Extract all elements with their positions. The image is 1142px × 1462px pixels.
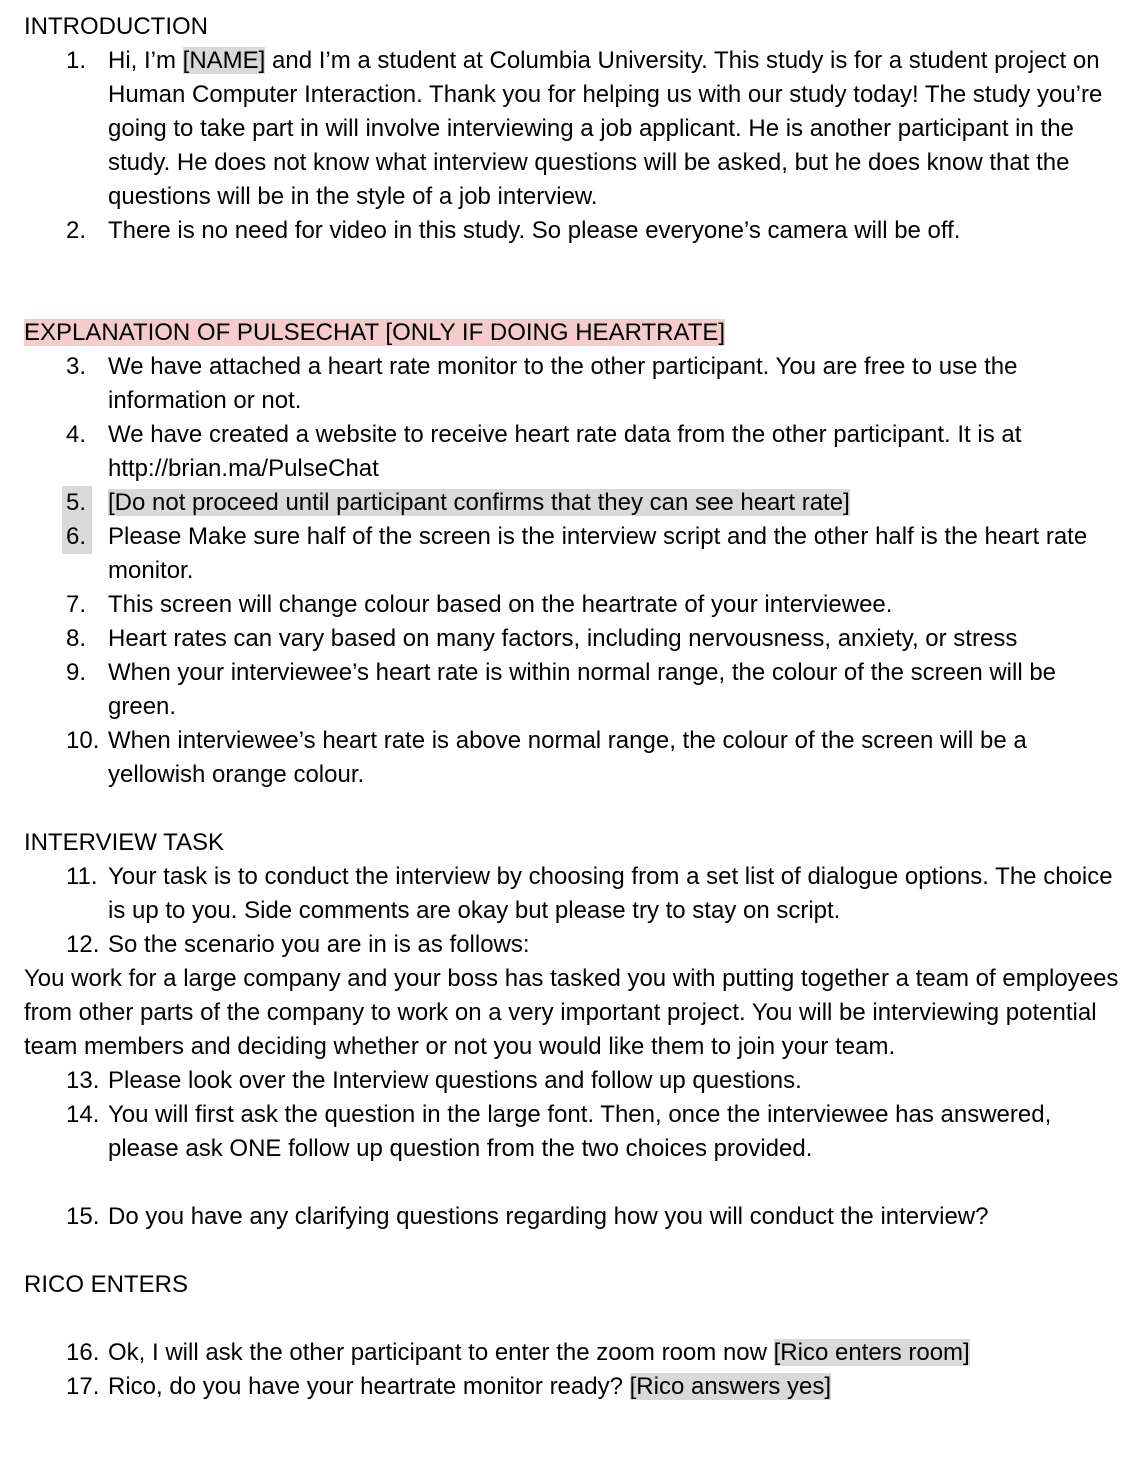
item-text: Please Make sure half of the screen is the interview script and the other half is the heart rate monitor. bbox=[108, 523, 1088, 584]
item-number: 8. bbox=[66, 625, 87, 652]
list-item bbox=[24, 1064, 1124, 1098]
item-text: Do you have any clarifying questions regarding how you will conduct the interview? bbox=[108, 1203, 989, 1230]
list-item bbox=[24, 486, 1124, 520]
highlighted-placeholder: [NAME] bbox=[182, 47, 266, 74]
item-number: 1. bbox=[66, 47, 87, 74]
section-heading-introduction: INTRODUCTION bbox=[24, 13, 208, 40]
item-number: 13. bbox=[66, 1067, 100, 1094]
item-text: Your task is to conduct the interview by choosing from a set list of dialogue options. The choice is up to you. Side comments are okay but please try to stay on script. bbox=[108, 863, 1113, 924]
item-text: We have attached a heart rate monitor to the other participant. You are free to use the information or not. bbox=[108, 353, 1018, 414]
list-item bbox=[24, 1370, 1124, 1404]
item-number: 3. bbox=[66, 353, 87, 380]
item-number: 16. bbox=[66, 1339, 100, 1366]
item-text: Heart rates can vary based on many factors, including nervousness, anxiety, or stress bbox=[108, 625, 1018, 652]
item-number: 15. bbox=[66, 1203, 100, 1230]
section-heading-pulsechat: EXPLANATION OF PULSECHAT [ONLY IF DOING HEARTRATE] bbox=[24, 319, 726, 346]
item-text: You will first ask the question in the large font. Then, once the interviewee has answered, please ask ONE follow up question from the two choices provided. bbox=[108, 1101, 1052, 1162]
list-item bbox=[24, 350, 1124, 418]
item-text: When interviewee’s heart rate is above normal range, the colour of the screen will be a yellowish orange colour. bbox=[108, 727, 1027, 788]
item-text: There is no need for video in this study. So please everyone’s camera will be off. bbox=[108, 217, 961, 244]
list-item bbox=[24, 1098, 1124, 1166]
item-number: 11. bbox=[66, 863, 98, 890]
item-number: 7. bbox=[66, 591, 87, 618]
item-number: 10. bbox=[66, 727, 100, 754]
script-document bbox=[24, 10, 1124, 1404]
item-number: 6. bbox=[62, 520, 92, 554]
item-text-highlighted: [Do not proceed until participant confirms that they can see heart rate] bbox=[108, 489, 850, 516]
section-heading-rico-enters: RICO ENTERS bbox=[24, 1271, 189, 1298]
item-text: We have created a website to receive heart rate data from the other participant. It is at http://brian.ma/PulseChat bbox=[108, 421, 1022, 482]
item-number: 4. bbox=[66, 421, 87, 448]
item-text: Rico, do you have your heartrate monitor ready? bbox=[108, 1373, 630, 1400]
item-number: 14. bbox=[66, 1101, 100, 1128]
section-heading-interview-task: INTERVIEW TASK bbox=[24, 829, 225, 856]
list-item bbox=[24, 520, 1124, 588]
list-item bbox=[24, 656, 1124, 724]
item-text-cont: and I’m a student at Columbia University. This study is for a student project on Human Computer Interaction. Thank you for helping us with our study today! The study you’re going to take part in will involve interviewing a job applicant. He is another participant in the study. He does not know what interview questions will be asked, but he does know that the questions will be in the style of a job interview. bbox=[108, 47, 1103, 210]
item-number: 2. bbox=[66, 217, 87, 244]
item-text: Ok, I will ask the other participant to enter the zoom room now bbox=[108, 1339, 774, 1366]
list-item bbox=[24, 44, 1124, 214]
list-item bbox=[24, 622, 1124, 656]
item-text: Please look over the Interview questions and follow up questions. bbox=[108, 1067, 802, 1094]
item-number: 9. bbox=[66, 659, 87, 686]
list-item bbox=[24, 860, 1124, 928]
item-number: 5. bbox=[62, 486, 92, 520]
item-text: So the scenario you are in is as follows: bbox=[108, 931, 530, 958]
list-item bbox=[24, 1200, 1124, 1234]
item-number: 17. bbox=[66, 1373, 100, 1400]
item-text: When your interviewee’s heart rate is within normal range, the colour of the screen will be green. bbox=[108, 659, 1057, 720]
list-item bbox=[24, 1336, 1124, 1370]
list-item bbox=[24, 214, 1124, 248]
list-item bbox=[24, 418, 1124, 486]
list-item bbox=[24, 724, 1124, 792]
stage-direction: [Rico answers yes] bbox=[629, 1373, 832, 1400]
item-text: This screen will change colour based on the heartrate of your interviewee. bbox=[108, 591, 893, 618]
list-item bbox=[24, 588, 1124, 622]
item-text: Hi, I’m bbox=[108, 47, 183, 74]
list-item bbox=[24, 928, 1124, 962]
scenario-paragraph: You work for a large company and your boss has tasked you with putting together a team of employees from other parts of the company to work on a very important project. You will be interviewing potential team members and deciding whether or not you would like them to join your team. bbox=[24, 965, 1119, 1060]
item-number: 12. bbox=[66, 931, 100, 958]
stage-direction: [Rico enters room] bbox=[773, 1339, 970, 1366]
